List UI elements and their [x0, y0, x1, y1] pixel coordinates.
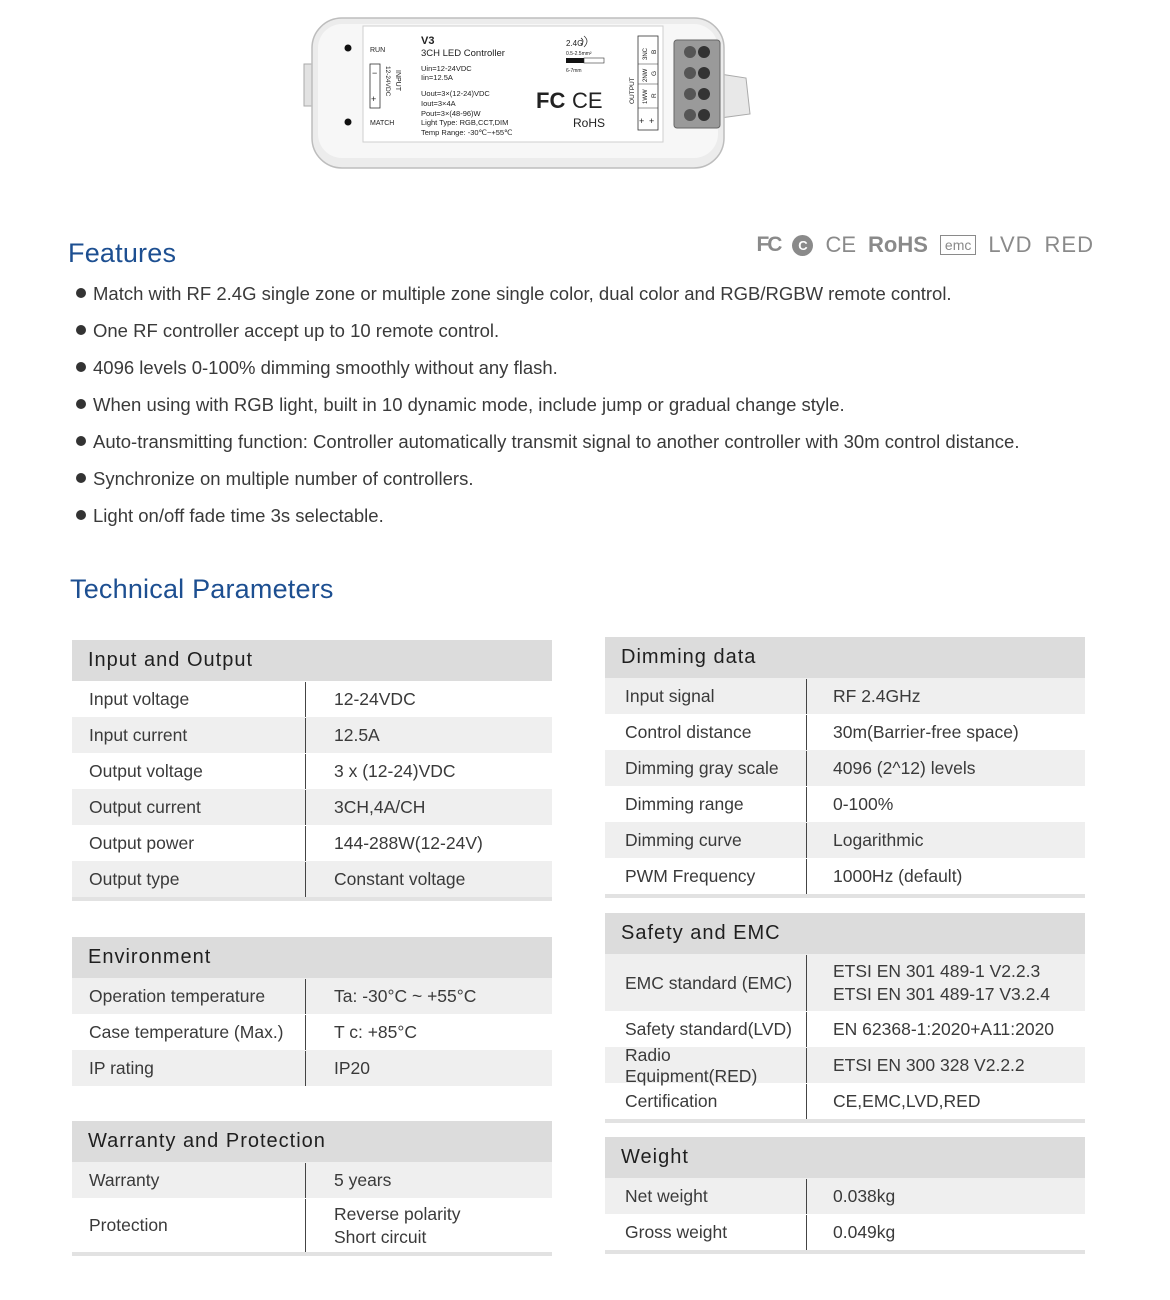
table-row: Dimming gray scale 4096 (2^12) levels [605, 750, 1085, 786]
ce-mark: CE [572, 88, 603, 113]
bullet-icon [76, 399, 86, 409]
wire-gauge: 0.5-2.5mm² [566, 51, 592, 57]
warranty-table [72, 1121, 552, 1256]
feature-item: When using with RGB light, built in 10 dynamic mode, include jump or gradual change style. [76, 391, 1136, 428]
spec-iin: Iin=12.5A [421, 73, 453, 82]
output-plus-2: + [649, 116, 655, 126]
lvd-logo: LVD [988, 232, 1033, 257]
output-letter-r: R [651, 93, 658, 98]
input-plus: + [371, 94, 377, 104]
table-row: Warranty 5 years [72, 1162, 552, 1198]
spec-uout: Uout=3×(12-24)VDC [421, 89, 490, 98]
table-row: Certification CE,EMC,LVD,RED [605, 1083, 1085, 1119]
c-tick-logo: C [792, 235, 813, 256]
feature-item: Match with RF 2.4G single zone or multiple zone single color, dual color and RGB/RGBW remote control. [76, 280, 1136, 317]
table-row: Case temperature (Max.) T c: +85°C [72, 1014, 552, 1050]
table-row: Output type Constant voltage [72, 861, 552, 897]
weight-table [605, 1137, 1085, 1254]
fc-mark: FC [536, 88, 566, 113]
table-header: Input and Output [72, 640, 552, 681]
table-row: Radio Equipment(RED) ETSI EN 300 328 V2.2.2 [605, 1047, 1085, 1083]
device-name: 3CH LED Controller [421, 48, 505, 59]
spec-light-type: Light Type: RGB,CCT,DIM [421, 118, 509, 127]
output-letter-g: G [651, 70, 658, 76]
table-header: Weight [605, 1137, 1085, 1178]
table-row: Output voltage 3 x (12-24)VDC [72, 753, 552, 789]
table-row: Dimming curve Logarithmic [605, 822, 1085, 858]
table-header: Environment [72, 937, 552, 978]
fcc-logo: FC [756, 233, 781, 256]
output-letter-b: B [651, 49, 658, 54]
device-rohs: RoHS [573, 116, 606, 130]
table-row: IP rating IP20 [72, 1050, 552, 1086]
match-label: MATCH [370, 120, 395, 127]
table-row: Net weight 0.038kg [605, 1178, 1085, 1214]
feature-item: 4096 levels 0-100% dimming smoothly without any flash. [76, 354, 1136, 391]
output-ch-3nc: 3NC [643, 47, 649, 60]
output-label: OUTPUT [629, 77, 636, 104]
feature-item: Light on/off fade time 3s selectable. [76, 502, 1136, 539]
table-row: Protection Reverse polarity Short circuit [72, 1198, 552, 1252]
table-header: Safety and EMC [605, 913, 1085, 954]
feature-item: One RF controller accept up to 10 remote control. [76, 317, 1136, 354]
output-plus-1: + [639, 116, 645, 126]
bullet-icon [76, 473, 86, 483]
bullet-icon [76, 325, 86, 335]
environment-table [72, 937, 552, 1086]
spec-pout: Pout=3×(48-96)W [421, 109, 481, 118]
strip-length: 6-7mm [566, 68, 582, 74]
input-output-table [72, 640, 552, 901]
features-title: Features [68, 238, 177, 268]
bullet-icon [76, 288, 86, 298]
safety-emc-table [605, 913, 1085, 1123]
table-header: Warranty and Protection [72, 1121, 552, 1162]
table-row: Input signal RF 2.4GHz [605, 678, 1085, 714]
table-row: Control distance 30m(Barrier-free space) [605, 714, 1085, 750]
red-logo: RED [1044, 232, 1094, 257]
product-image [300, 14, 755, 174]
table-row: Gross weight 0.049kg [605, 1214, 1085, 1250]
bullet-icon [76, 362, 86, 372]
table-row: Input current 12.5A [72, 717, 552, 753]
table-row: Dimming range 0-100% [605, 786, 1085, 822]
output-ch-2nw: 2NW [643, 68, 649, 82]
dimming-table [605, 637, 1085, 898]
table-row: Output power 144-288W(12-24V) [72, 825, 552, 861]
spec-uin: Uin=12-24VDC [421, 64, 472, 73]
run-label: RUN [370, 47, 386, 54]
feature-item: Auto-transmitting function: Controller automatically transmit signal to another controller with 30m control distance. [76, 428, 1136, 465]
features-list [76, 280, 1136, 539]
rohs-logo: RoHS [868, 232, 928, 257]
input-label: INPUT [394, 70, 401, 91]
input-minus: − [372, 68, 378, 78]
rf-label: 2.4G [566, 39, 584, 48]
feature-item: Synchronize on multiple number of controllers. [76, 465, 1136, 502]
table-row: Operation temperature Ta: -30°C ~ +55°C [72, 978, 552, 1014]
wire-strip-icon [566, 58, 584, 63]
ce-logo: CE [825, 232, 857, 257]
technical-parameters-title: Technical Parameters [70, 574, 334, 604]
table-header: Dimming data [605, 637, 1085, 678]
table-row: Output current 3CH,4A/CH [72, 789, 552, 825]
emc-logo: emc [940, 235, 976, 255]
certification-logos [756, 232, 1094, 258]
table-row: EMC standard (EMC) ETSI EN 301 489-1 V2.2.3 ETSI EN 301 489-17 V3.2.4 [605, 954, 1085, 1011]
spec-temp-range: Temp Range: -30℃~+55℃ [421, 128, 513, 137]
device-model: V3 [421, 35, 435, 47]
spec-iout: Iout=3×4A [421, 99, 456, 108]
table-row: Safety standard(LVD) EN 62368-1:2020+A11:2020 [605, 1011, 1085, 1047]
input-voltage-label: 12-24VDC [384, 66, 391, 97]
bullet-icon [76, 510, 86, 520]
bullet-icon [76, 436, 86, 446]
table-row: Input voltage 12-24VDC [72, 681, 552, 717]
table-row: PWM Frequency 1000Hz (default) [605, 858, 1085, 894]
output-ch-1ww: 1WW [643, 89, 649, 104]
